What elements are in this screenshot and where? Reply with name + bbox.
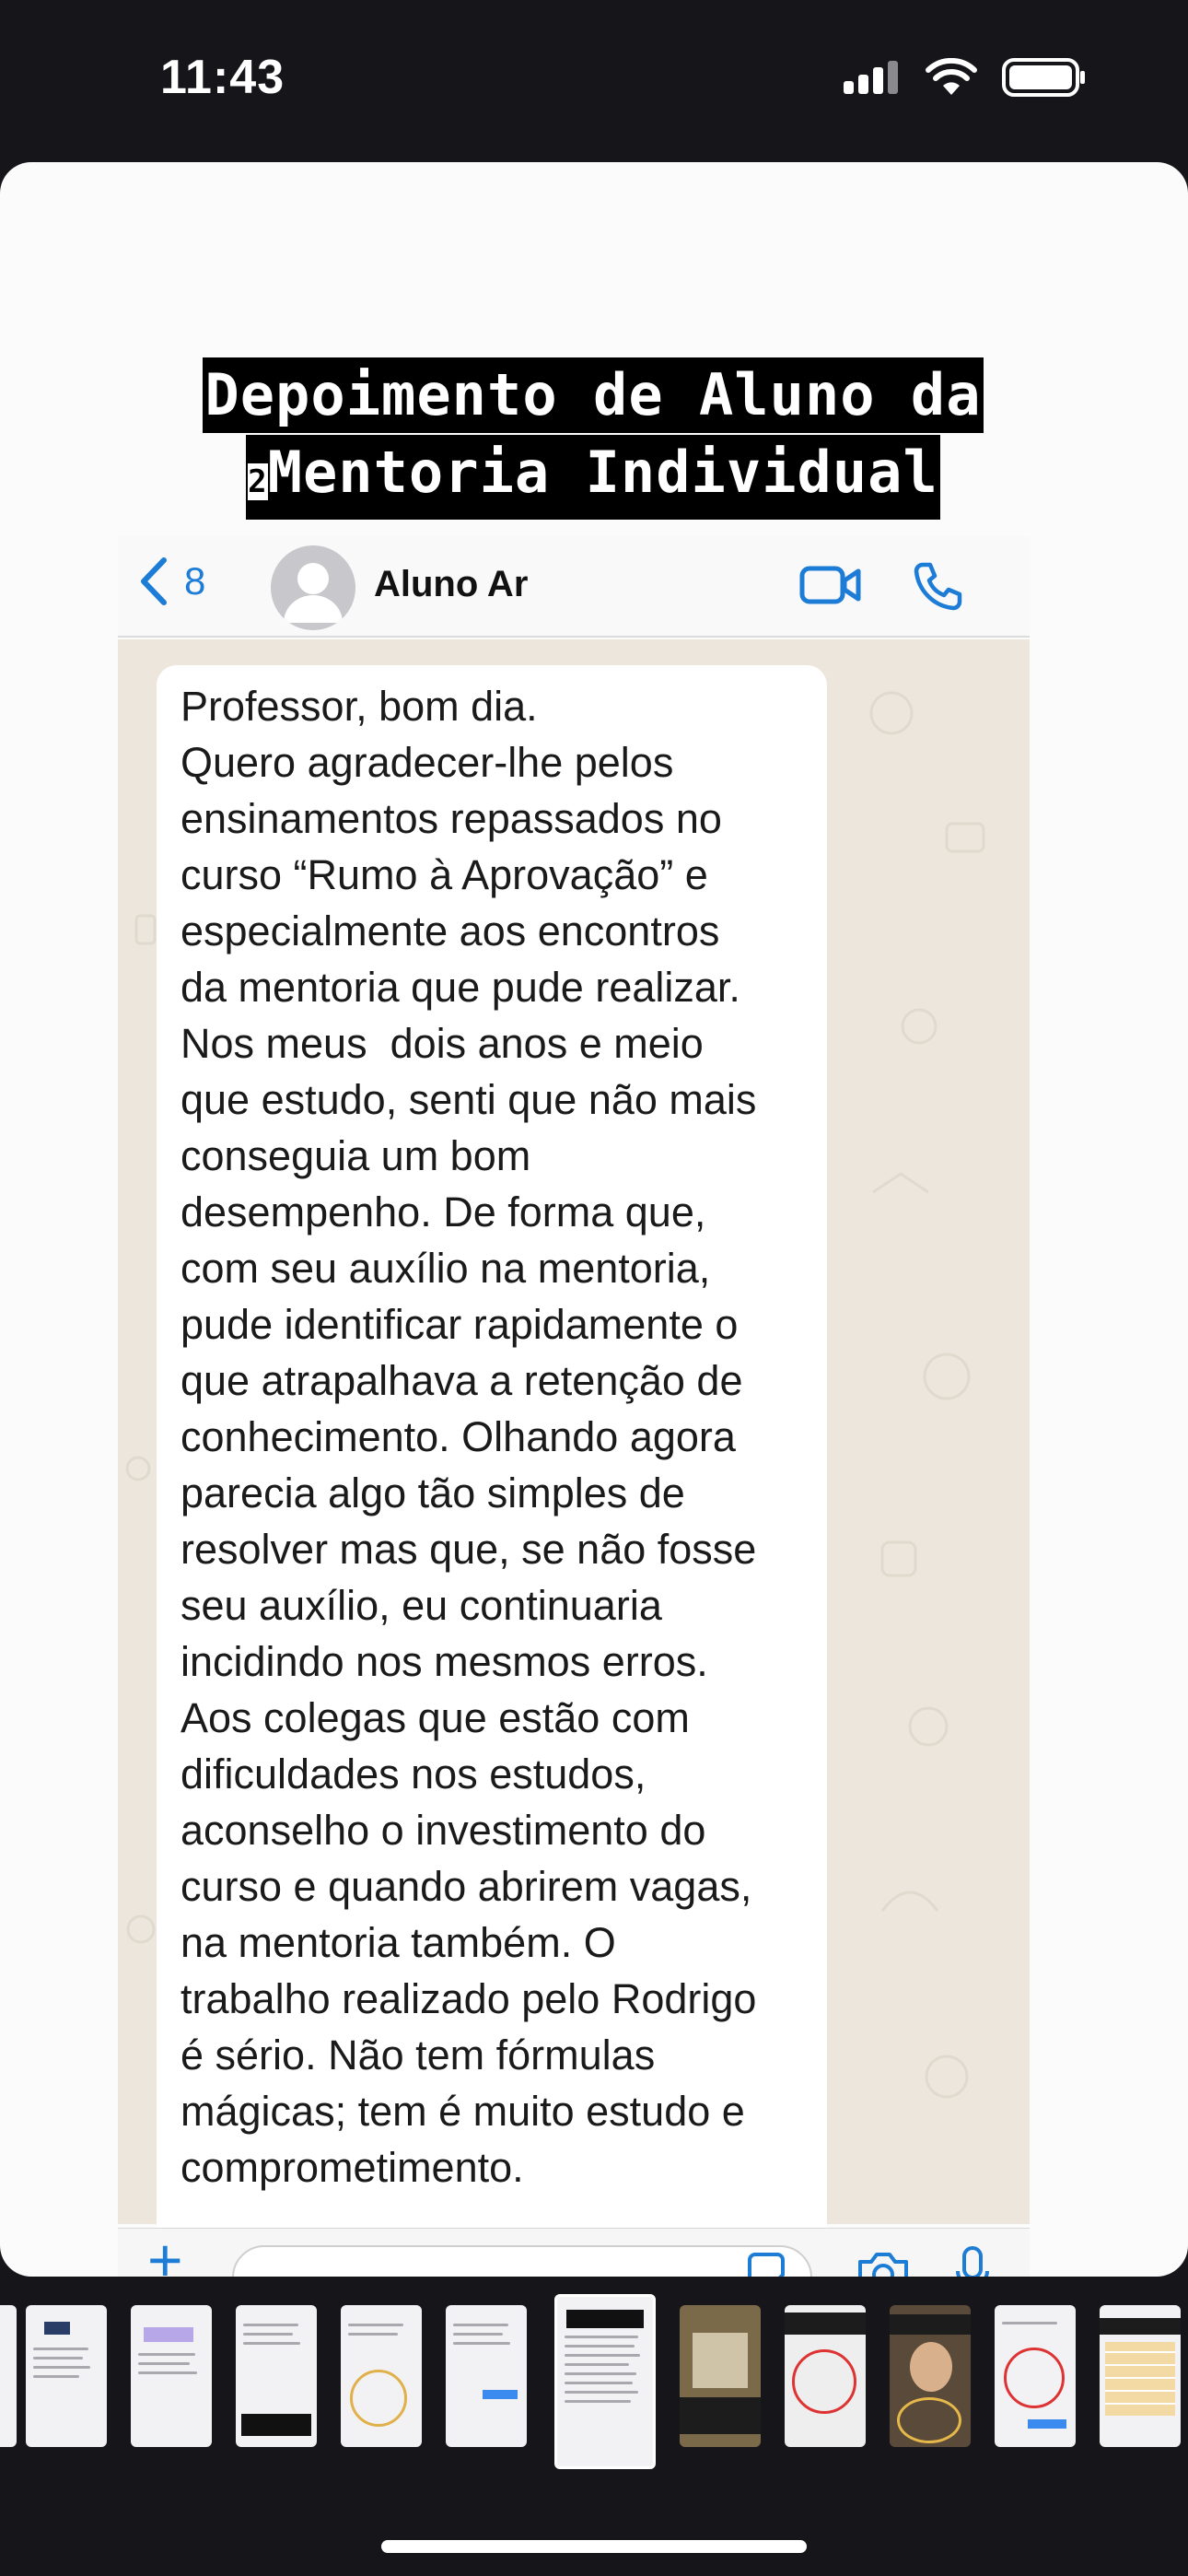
filmstrip-thumbnail[interactable] bbox=[0, 2305, 17, 2447]
camera-icon[interactable] bbox=[856, 2249, 910, 2277]
contact-name[interactable]: Aluno Ar bbox=[374, 564, 529, 604]
filmstrip-thumbnail[interactable] bbox=[1100, 2305, 1181, 2447]
filmstrip-thumbnail[interactable] bbox=[890, 2305, 971, 2447]
filmstrip-thumbnail[interactable] bbox=[680, 2305, 761, 2447]
person-icon bbox=[271, 545, 355, 630]
filmstrip-thumbnail[interactable] bbox=[26, 2305, 107, 2447]
sticker-icon[interactable] bbox=[744, 2251, 788, 2277]
phone-call-icon[interactable] bbox=[912, 560, 963, 616]
filmstrip-thumbnail[interactable] bbox=[785, 2305, 866, 2447]
title-overlay bbox=[147, 357, 1039, 520]
battery-icon bbox=[1002, 57, 1087, 102]
plus-icon[interactable]: + bbox=[147, 2226, 183, 2277]
filmstrip-thumbnail[interactable] bbox=[446, 2305, 527, 2447]
photo-viewer[interactable] bbox=[0, 162, 1188, 2277]
filmstrip-thumbnail[interactable] bbox=[995, 2305, 1076, 2447]
status-bar bbox=[0, 0, 1188, 157]
video-call-icon[interactable] bbox=[799, 564, 862, 611]
microphone-icon[interactable] bbox=[954, 2245, 991, 2277]
filmstrip-thumbnail-current[interactable] bbox=[554, 2294, 656, 2469]
chat-header bbox=[118, 536, 1030, 638]
filmstrip-thumbnail[interactable] bbox=[236, 2305, 317, 2447]
status-time: 11:43 bbox=[160, 51, 285, 104]
filmstrip-thumbnail[interactable] bbox=[131, 2305, 212, 2447]
avatar[interactable] bbox=[271, 545, 355, 630]
status-icons bbox=[842, 57, 1087, 102]
title-line-1: Depoimento de Aluno da bbox=[203, 357, 983, 433]
cellular-signal-icon bbox=[842, 59, 901, 100]
chat-screenshot bbox=[118, 536, 1030, 2277]
wifi-icon bbox=[925, 58, 978, 101]
chat-body bbox=[118, 639, 1030, 2224]
filmstrip-thumbnail[interactable] bbox=[341, 2305, 422, 2447]
back-button[interactable] bbox=[140, 556, 205, 606]
photo-filmstrip[interactable] bbox=[0, 2294, 1188, 2460]
title-line-2-text: Mentoria Individual bbox=[267, 439, 938, 506]
message-bubble[interactable] bbox=[157, 665, 827, 2250]
message-input[interactable] bbox=[232, 2245, 812, 2277]
title-line-2 bbox=[246, 435, 940, 520]
unread-count: 8 bbox=[184, 559, 206, 603]
home-indicator[interactable] bbox=[381, 2540, 807, 2553]
message-text: Professor, bom dia. Quero agradecer-lhe pelos ensinamentos repassados no curso “Rumo à Aprovação” e especialmente aos encontros da mentoria que pude realizar. Nos meus dois anos e meio que estudo, senti que não mais conseguia um bom desempenho. De forma que, com seu auxílio na mentoria, pude identificar rapidamente o que atrapalhava a retenção de conhecimento. Olhando agora parecia algo tão simples de resolver mas que, se não fosse seu auxílio, eu continuaria incidindo nos mesmos erros. Aos colegas que estão com dificuldades nos estudos, aconselho o investimento do curso e quando abrirem vagas, na mentoria também. O trabalho realizado pelo Rodrigo é sério. Não tem fórmulas mágicas; tem é muito estudo e comprometimento. bbox=[181, 683, 757, 2191]
chat-input-bar bbox=[118, 2228, 1030, 2277]
title-prefix: 2 bbox=[248, 463, 268, 500]
chevron-left-icon bbox=[140, 556, 168, 606]
